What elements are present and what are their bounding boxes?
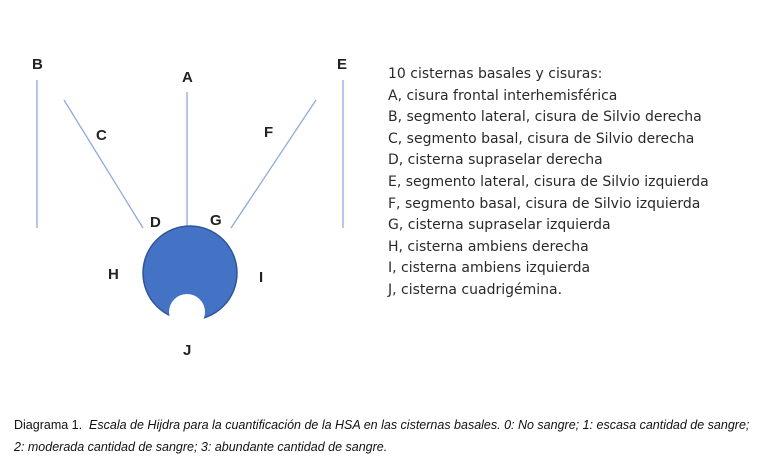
legend-item-b: B, segmento lateral, cisura de Silvio derecha: [388, 109, 702, 126]
label-a: A: [182, 69, 193, 86]
label-c: C: [96, 127, 107, 144]
label-e: E: [337, 56, 348, 73]
legend-item-i: I, cisterna ambiens izquierda: [388, 260, 591, 277]
legend-item-f: F, segmento basal, cisura de Silvio izquierda: [388, 195, 701, 212]
line-f: [231, 100, 316, 228]
legend: [388, 64, 709, 302]
label-i: I: [259, 269, 264, 286]
legend-item-h: H, cisterna ambiens derecha: [388, 238, 589, 255]
legend-item-a: A, cisura frontal interhemisférica: [388, 87, 618, 104]
caption-body: Escala de Hijdra para la cuantificación de la HSA en las cisternas basales. 0: No sangre; 1: escasa cantidad de sangre; 2: moderada cantidad de sangre; 3: abundante cantidad de sangre.: [14, 418, 750, 454]
label-h: H: [108, 266, 119, 283]
label-b: B: [32, 56, 43, 73]
label-j: J: [183, 342, 192, 359]
quadrigeminal-notch: [169, 294, 205, 330]
label-d: D: [150, 214, 161, 231]
legend-item-c: C, segmento basal, cisura de Silvio derecha: [388, 130, 695, 147]
figure-caption: [14, 414, 754, 458]
caption-lead: Diagrama 1.: [14, 418, 83, 432]
legend-item-g: G, cisterna supraselar izquierda: [388, 217, 611, 234]
label-g: G: [210, 212, 222, 229]
legend-item-j: J, cisterna cuadrigémina.: [388, 281, 563, 298]
legend-item-d: D, cisterna supraselar derecha: [388, 152, 603, 169]
line-c: [64, 100, 143, 228]
legend-title: 10 cisternas basales y cisuras:: [388, 66, 603, 82]
legend-item-e: E, segmento lateral, cisura de Silvio izquierda: [388, 173, 709, 190]
label-f: F: [264, 124, 274, 141]
